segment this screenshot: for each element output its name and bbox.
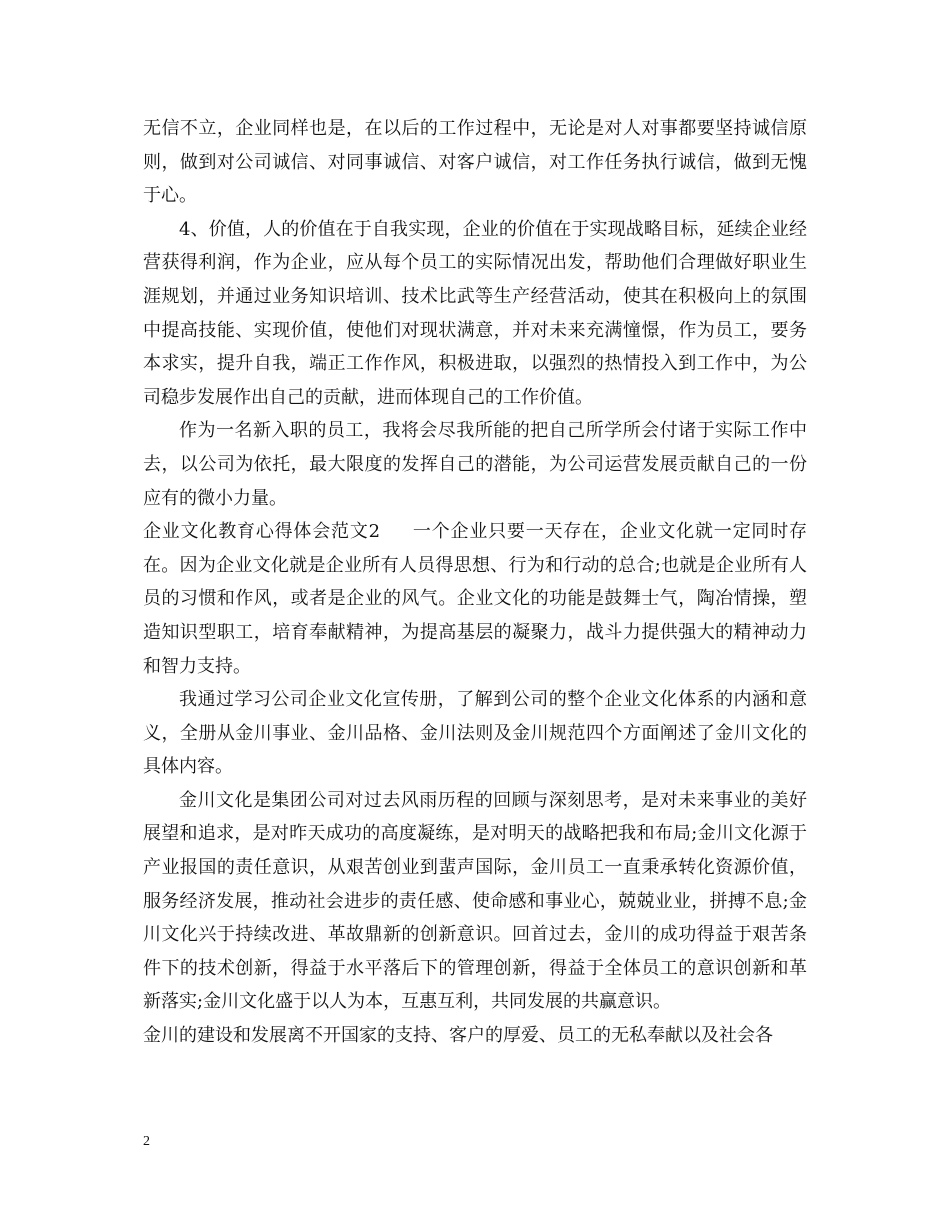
section-lead-text: 一个企业只要一天存在，企业文化就一定同时存在。因为企业文化就是企业所有人员得思想、行为和行动的总合;也就是企业所有人员的习惯和作风，或者是企业的风气。企业文化的功能是鼓舞士气，陶冶情操，塑造知识型职工，培育奉献精神，为提高基层的凝聚力，战斗力提供强大的精神动力和智力支持。 <box>143 521 808 677</box>
section-2-intro <box>143 515 807 683</box>
paragraph-integrity: 无信不立，企业同样也是，在以后的工作过程中，无论是对人对事都要坚持诚信原则，做到对公司诚信、对同事诚信、对客户诚信，对工作任务执行诚信，做到无愧于心。 <box>143 118 807 207</box>
paragraph-continuation: 金川的建设和发展离不开国家的支持、客户的厚爱、员工的无私奉献以及社会各 <box>143 1025 773 1047</box>
paragraph-brochure: 我通过学习公司企业文化宣传册，了解到公司的整个企业文化体系的内涵和意义，全册从金川事业、金川品格、金川法则及金川规范四个方面阐述了金川文化的具体内容。 <box>143 689 807 778</box>
paragraph-value: 4、价值，人的价值在于自我实现，企业的价值在于实现战略目标，延续企业经营获得利润，作为企业，应从每个员工的实际情况出发，帮助他们合理做好职业生涯规划，并通过业务知识培训、技术比武等生产经营活动，使其在积极向上的氛围中提高技能、实现价值，使他们对现状满意，并对未来充满憧憬，作为员工，要务本求实，提升自我，端正工作作风，积极进取，以强烈的热情投入到工作中，为公司稳步发展作出自己的贡献，进而体现自己的工作价值。 <box>143 218 807 408</box>
section-heading: 企业文化教育心得体会范文2 <box>143 521 381 543</box>
paragraph-jinchuan-culture: 金川文化是集团公司对过去风雨历程的回顾与深刻思考，是对未来事业的美好展望和追求，是对昨天成功的高度凝练，是对明天的战略把我和布局;金川文化源于产业报国的责任意识，从艰苦创业到蜚声国际，金川员工一直秉承转化资源价值，服务经济发展，推动社会进步的责任感、使命感和事业心，兢兢业业，拼搏不息;金川文化兴于持续改进、革故鼎新的创新意识。回首过去，金川的成功得益于艰苦条件下的技术创新，得益于水平落后下的管理创新，得益于全体员工的意识创新和革新落实;金川文化盛于以人为本，互惠互利，共同发展的共赢意识。 <box>143 789 807 1013</box>
page-number: 2 <box>143 1134 150 1149</box>
document-body <box>143 112 807 1053</box>
paragraph-new-employee: 作为一名新入职的员工，我将会尽我所能的把自己所学所会付诸于实际工作中去，以公司为依托，最大限度的发挥自己的潜能，为公司运营发展贡献自己的一份应有的微小力量。 <box>143 420 807 509</box>
